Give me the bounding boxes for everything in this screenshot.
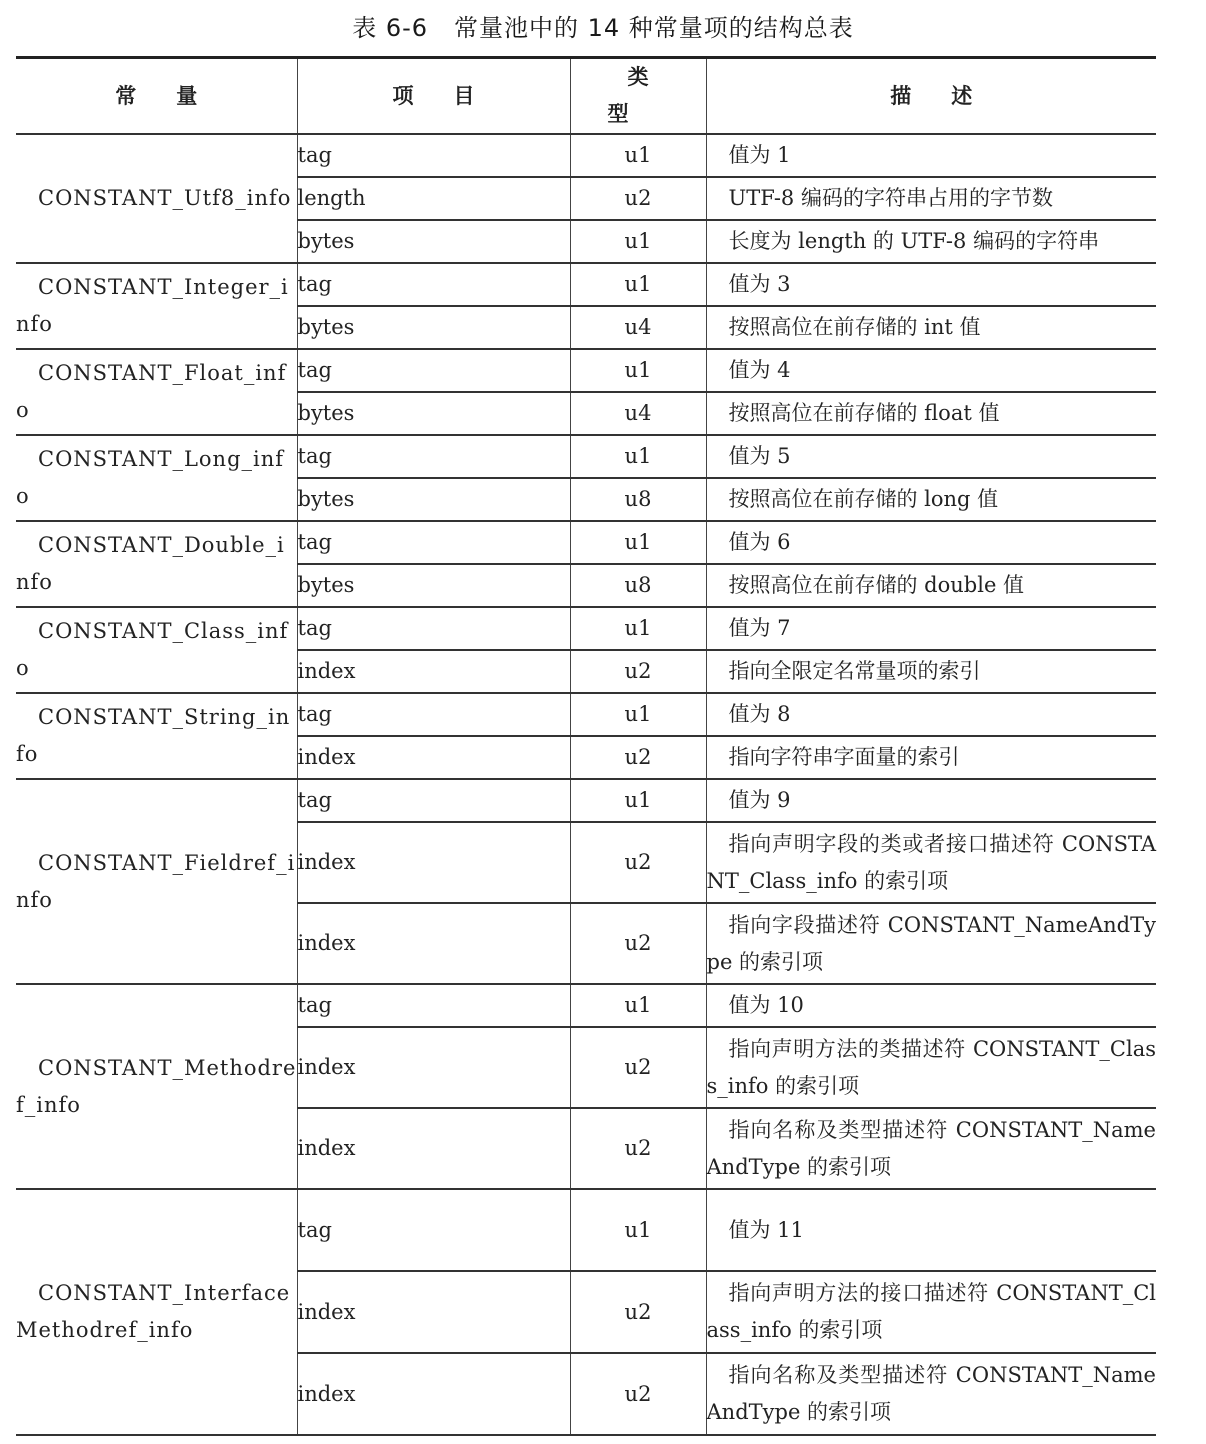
description-cell: 值为 1 — [706, 134, 1156, 177]
type-cell: u1 — [570, 263, 706, 306]
table-row — [16, 349, 1156, 392]
table-caption — [0, 8, 1206, 43]
table-row — [16, 521, 1156, 564]
description-cell: 指向字段描述符 CONSTANT_NameAndType 的索引项 — [706, 903, 1156, 984]
table-row — [16, 1189, 1156, 1271]
item-cell: tag — [297, 984, 570, 1027]
type-cell: u1 — [570, 1189, 706, 1271]
item-cell: index — [297, 736, 570, 779]
constant-name: CONSTANT_String_info — [16, 693, 297, 779]
type-cell: u2 — [570, 177, 706, 220]
type-cell: u8 — [570, 478, 706, 521]
type-cell: u4 — [570, 392, 706, 435]
item-cell: index — [297, 1027, 570, 1108]
item-cell: index — [297, 903, 570, 984]
table-row — [16, 263, 1156, 306]
item-cell: length — [297, 177, 570, 220]
table-row — [16, 607, 1156, 650]
item-cell: index — [297, 650, 570, 693]
type-cell: u2 — [570, 650, 706, 693]
type-cell: u2 — [570, 1353, 706, 1435]
item-cell: index — [297, 1353, 570, 1435]
header-item: 项目 — [297, 58, 570, 135]
description-cell: 值为 7 — [706, 607, 1156, 650]
type-cell: u1 — [570, 521, 706, 564]
type-cell: u4 — [570, 306, 706, 349]
type-cell: u1 — [570, 349, 706, 392]
description-cell: 值为 8 — [706, 693, 1156, 736]
table-body — [16, 134, 1156, 1435]
description-cell: 指向声明方法的类描述符 CONSTANT_Class_info 的索引项 — [706, 1027, 1156, 1108]
item-cell: index — [297, 822, 570, 903]
constant-name: CONSTANT_Class_info — [16, 607, 297, 693]
description-cell: 指向名称及类型描述符 CONSTANT_NameAndType 的索引项 — [706, 1108, 1156, 1189]
description-cell: 值为 3 — [706, 263, 1156, 306]
item-cell: bytes — [297, 478, 570, 521]
item-cell: tag — [297, 263, 570, 306]
table-number: 表 6-6 — [352, 14, 429, 42]
type-cell: u1 — [570, 779, 706, 822]
type-cell: u1 — [570, 134, 706, 177]
description-cell: 值为 6 — [706, 521, 1156, 564]
description-cell: 按照高位在前存储的 double 值 — [706, 564, 1156, 607]
constant-name: CONSTANT_Double_info — [16, 521, 297, 607]
constant-name: CONSTANT_Utf8_info — [16, 134, 297, 263]
header-constant: 常量 — [16, 58, 297, 135]
type-cell: u8 — [570, 564, 706, 607]
table-row — [16, 693, 1156, 736]
item-cell: tag — [297, 134, 570, 177]
item-cell: bytes — [297, 306, 570, 349]
constant-name: CONSTANT_Float_info — [16, 349, 297, 435]
description-cell: 值为 4 — [706, 349, 1156, 392]
type-cell: u2 — [570, 1027, 706, 1108]
type-cell: u1 — [570, 693, 706, 736]
item-cell: bytes — [297, 392, 570, 435]
constant-pool-table — [16, 56, 1156, 1436]
description-cell: 值为 9 — [706, 779, 1156, 822]
table-title: 常量池中的 14 种常量项的结构总表 — [454, 14, 854, 42]
constant-name: CONSTANT_Methodref_info — [16, 984, 297, 1189]
header-row — [16, 58, 1156, 135]
description-cell: 长度为 length 的 UTF-8 编码的字符串 — [706, 220, 1156, 263]
type-cell: u1 — [570, 220, 706, 263]
type-cell: u2 — [570, 1108, 706, 1189]
description-cell: UTF-8 编码的字符串占用的字节数 — [706, 177, 1156, 220]
header-type: 类型 — [570, 58, 706, 135]
item-cell: tag — [297, 693, 570, 736]
type-cell: u2 — [570, 822, 706, 903]
table-row — [16, 134, 1156, 177]
type-cell: u1 — [570, 607, 706, 650]
item-cell: tag — [297, 779, 570, 822]
item-cell: index — [297, 1271, 570, 1353]
description-cell: 指向声明方法的接口描述符 CONSTANT_Class_info 的索引项 — [706, 1271, 1156, 1353]
description-cell: 值为 10 — [706, 984, 1156, 1027]
type-cell: u1 — [570, 435, 706, 478]
item-cell: tag — [297, 607, 570, 650]
description-cell: 指向声明字段的类或者接口描述符 CONSTANT_Class_info 的索引项 — [706, 822, 1156, 903]
type-cell: u2 — [570, 736, 706, 779]
description-cell: 按照高位在前存储的 int 值 — [706, 306, 1156, 349]
constant-name: CONSTANT_Fieldref_info — [16, 779, 297, 984]
item-cell: bytes — [297, 220, 570, 263]
item-cell: index — [297, 1108, 570, 1189]
type-cell: u2 — [570, 1271, 706, 1353]
item-cell: bytes — [297, 564, 570, 607]
description-cell: 指向名称及类型描述符 CONSTANT_NameAndType 的索引项 — [706, 1353, 1156, 1435]
description-cell: 指向字符串字面量的索引 — [706, 736, 1156, 779]
item-cell: tag — [297, 1189, 570, 1271]
constant-name: CONSTANT_Integer_info — [16, 263, 297, 349]
constant-name: CONSTANT_Long_info — [16, 435, 297, 521]
description-cell: 按照高位在前存储的 float 值 — [706, 392, 1156, 435]
header-description: 描述 — [706, 58, 1156, 135]
item-cell: tag — [297, 435, 570, 478]
constant-name: CONSTANT_InterfaceMethodref_info — [16, 1189, 297, 1435]
description-cell: 按照高位在前存储的 long 值 — [706, 478, 1156, 521]
table-row — [16, 984, 1156, 1027]
description-cell: 值为 5 — [706, 435, 1156, 478]
type-cell: u2 — [570, 903, 706, 984]
description-cell: 值为 11 — [706, 1189, 1156, 1271]
type-cell: u1 — [570, 984, 706, 1027]
table-row — [16, 435, 1156, 478]
description-cell: 指向全限定名常量项的索引 — [706, 650, 1156, 693]
table-row — [16, 779, 1156, 822]
item-cell: tag — [297, 349, 570, 392]
item-cell: tag — [297, 521, 570, 564]
